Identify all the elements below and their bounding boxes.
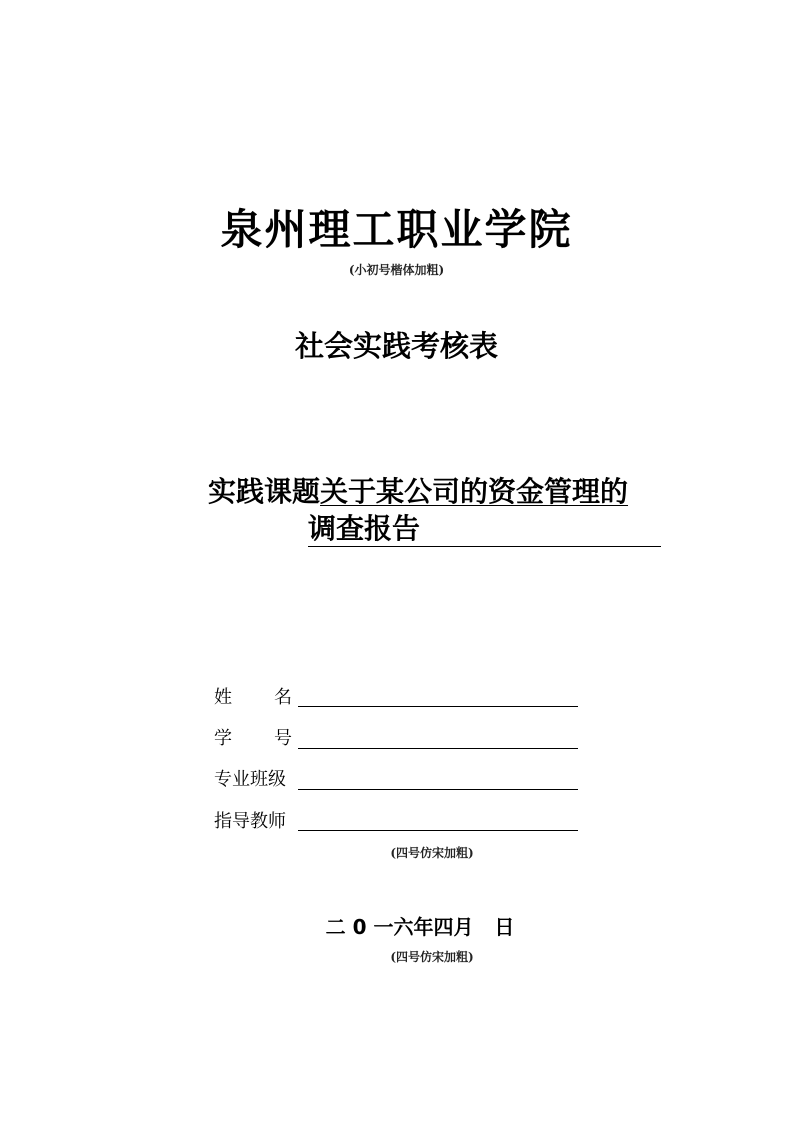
school-name-format-note: (小初号楷体加粗) <box>348 263 445 277</box>
fields-format-note: (四号仿宋加粗) <box>390 846 474 860</box>
name-field-line[interactable] <box>298 706 578 707</box>
major-class-field-line[interactable] <box>298 789 578 790</box>
date-line: 二 0 一六年四月 日 <box>325 915 515 939</box>
topic-line-1 <box>208 472 628 512</box>
topic-label: 实践课题 <box>208 475 321 508</box>
date-format-note: (四号仿宋加粗) <box>390 950 474 964</box>
name-field-label: 姓 名 <box>214 687 292 708</box>
advisor-field-label: 指导教师 <box>214 811 286 832</box>
major-class-field-label: 专业班级 <box>214 769 286 790</box>
student-id-field-line[interactable] <box>298 748 578 749</box>
student-id-field-label: 学 号 <box>214 728 292 749</box>
topic-value-line-2[interactable]: 调查报告 <box>308 512 661 547</box>
school-name: 泉州理工职业学院 <box>220 205 573 254</box>
advisor-field-line[interactable] <box>298 830 578 831</box>
form-title: 社会实践考核表 <box>294 329 498 363</box>
topic-value-line-1[interactable]: 关于某公司的资金管理的 <box>320 475 629 508</box>
